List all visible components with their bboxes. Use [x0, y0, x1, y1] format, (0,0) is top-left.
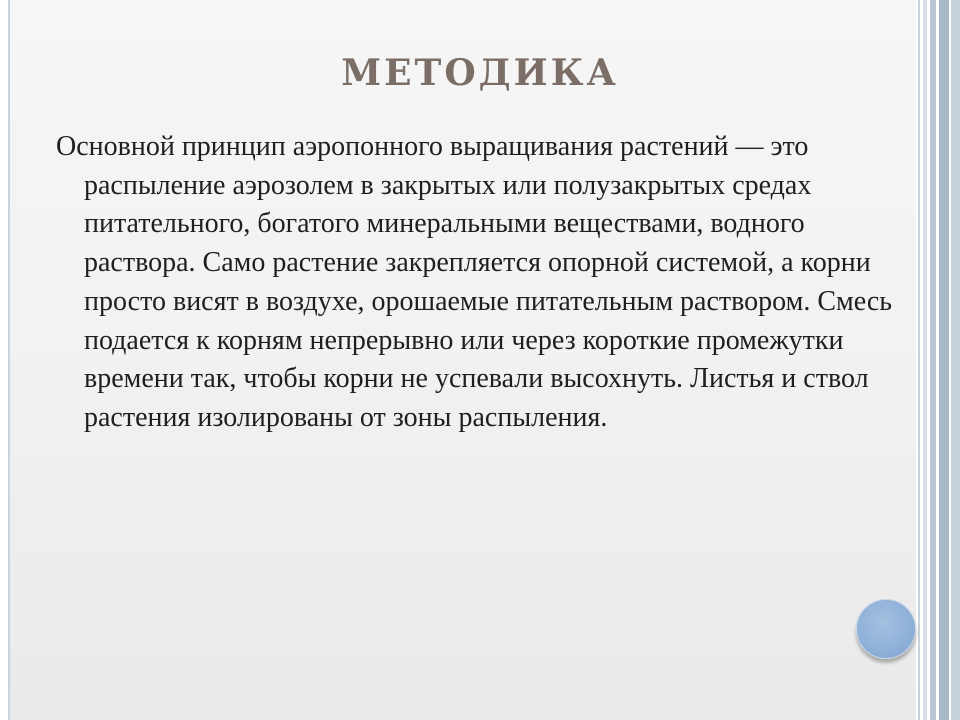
body-paragraph: Основной принцип аэропонного выращивания растений — это распыление аэрозолем в закрытых или полузакрытых средах питательного, богатого минеральными веществами, водного раствора. Само растение закрепляется опорной системой, а корни просто висят в воздухе, орошаемые питательным раствором. Смесь подается к корням непрерывно или через короткие промежутки времени так, чтобы корни не успевали высохнуть. Листья и ствол растения изолированы от зоны распыления. [56, 131, 893, 433]
slide-title: МЕТОДИКА [341, 52, 619, 94]
stripe-3 [930, 0, 936, 720]
stripe-2 [923, 0, 927, 720]
slide-body [56, 128, 896, 438]
stripe-1 [918, 0, 920, 720]
stripe-4 [939, 0, 949, 720]
left-border-decoration [0, 0, 10, 720]
right-stripes-decoration [916, 0, 960, 720]
circle-button-icon[interactable] [856, 599, 916, 659]
stripe-5 [951, 0, 960, 720]
